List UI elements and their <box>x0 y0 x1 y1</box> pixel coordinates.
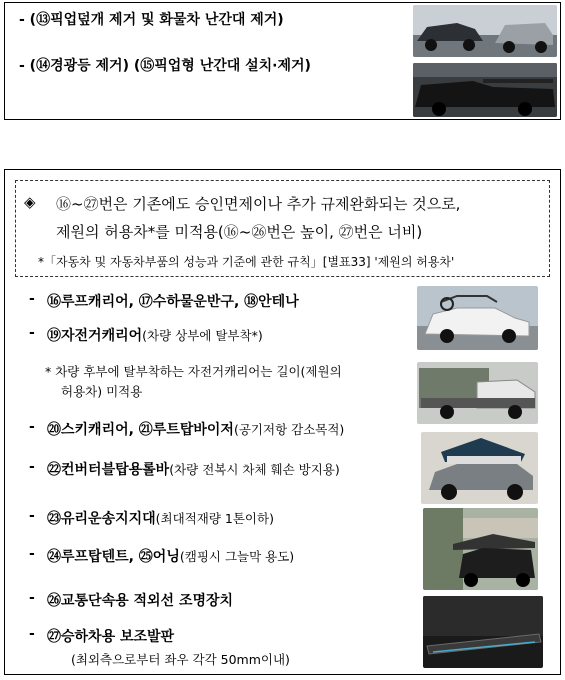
dash: - <box>29 291 35 307</box>
item-ski-carrier-bold: ⑳스키캐리어, ㉑루트탑바이저 <box>47 422 234 438</box>
rooftop-visor-photo <box>421 432 538 504</box>
item-ski-carrier-detail: (공기저항 감소목적) <box>233 422 345 437</box>
notice-line-1: ⑯~㉗번은 기존에도 승인면제이나 추가 규제완화되는 것으로, <box>56 195 461 213</box>
item-infrared-light-bold: ㉖교통단속용 적외선 조명장치 <box>47 593 234 609</box>
item-roof-carrier <box>47 291 299 311</box>
bike-note-2: 허용차) 미적용 <box>61 384 143 399</box>
item-rollbar <box>47 459 340 479</box>
dash: - <box>29 419 35 435</box>
item-bike-carrier-bold: ⑲자전거캐리어 <box>47 328 143 344</box>
dash: - <box>29 626 35 642</box>
item-rooftop-tent-bold: ㉔루프탑텐트, ㉕어닝 <box>47 549 180 565</box>
pickup-rail-photo <box>413 63 557 117</box>
rooftop-tent-photo <box>423 508 538 590</box>
item-step-board <box>47 626 174 646</box>
item-infrared-light <box>47 590 233 610</box>
notice-box <box>15 180 550 277</box>
dash: - <box>29 546 35 562</box>
item-ski-carrier <box>47 419 344 439</box>
dash: - <box>29 508 35 524</box>
item-bike-carrier-detail: (차량 상부에 탈부착*) <box>142 328 263 343</box>
top-section-box <box>4 2 561 120</box>
notice-bullet: ◈ <box>24 193 36 211</box>
pickup-cover-photo <box>413 5 557 57</box>
item-step-board-sub: (최외측으로부터 좌우 각각 50mm이내) <box>71 652 290 667</box>
bottom-section-box <box>4 169 561 675</box>
item-rollbar-detail: (차량 전복시 차체 훼손 방지용) <box>169 462 340 477</box>
item-glass-support <box>47 508 274 528</box>
item-glass-support-bold: ㉓유리운송지지대 <box>47 511 156 527</box>
item-rooftop-tent-detail: (캠핑시 그늘막 용도) <box>179 549 295 564</box>
dash: - <box>29 325 35 341</box>
notice-line-2: 제원의 허용차*를 미적용(⑯~㉖번은 높이, ㉗번은 너비) <box>56 223 423 241</box>
item-pickup-cover: - (⑬픽업덮개 제거 및 화물차 난간대 제거) <box>19 12 284 28</box>
item-rollbar-bold: ㉒컨버터블탑용롤바 <box>47 462 170 478</box>
dash: - <box>29 459 35 475</box>
item-rooftop-tent <box>47 546 294 566</box>
item-bike-carrier <box>47 325 263 345</box>
bike-carrier-rear-photo <box>417 362 538 424</box>
roof-carrier-photo <box>417 286 538 350</box>
dash: - <box>29 590 35 606</box>
item-glass-support-detail: (최대적재량 1톤이하) <box>155 511 274 526</box>
item-beacon-removal: - (⑭경광등 제거) (⑮픽업형 난간대 설치·제거) <box>19 58 311 74</box>
step-board-photo <box>423 596 543 668</box>
item-roof-carrier-bold: ⑯루프캐리어, ⑰수하물운반구, ⑱안테나 <box>47 294 299 310</box>
bike-note-1: * 차량 후부에 탈부착하는 자전거캐리어는 길이(제원의 <box>45 364 342 379</box>
notice-footnote: *「자동차 및 자동차부품의 성능과 기준에 관한 규칙」[별표33] '제원의 허용차' <box>38 255 455 269</box>
item-step-board-bold: ㉗승하차용 보조발판 <box>47 629 175 645</box>
